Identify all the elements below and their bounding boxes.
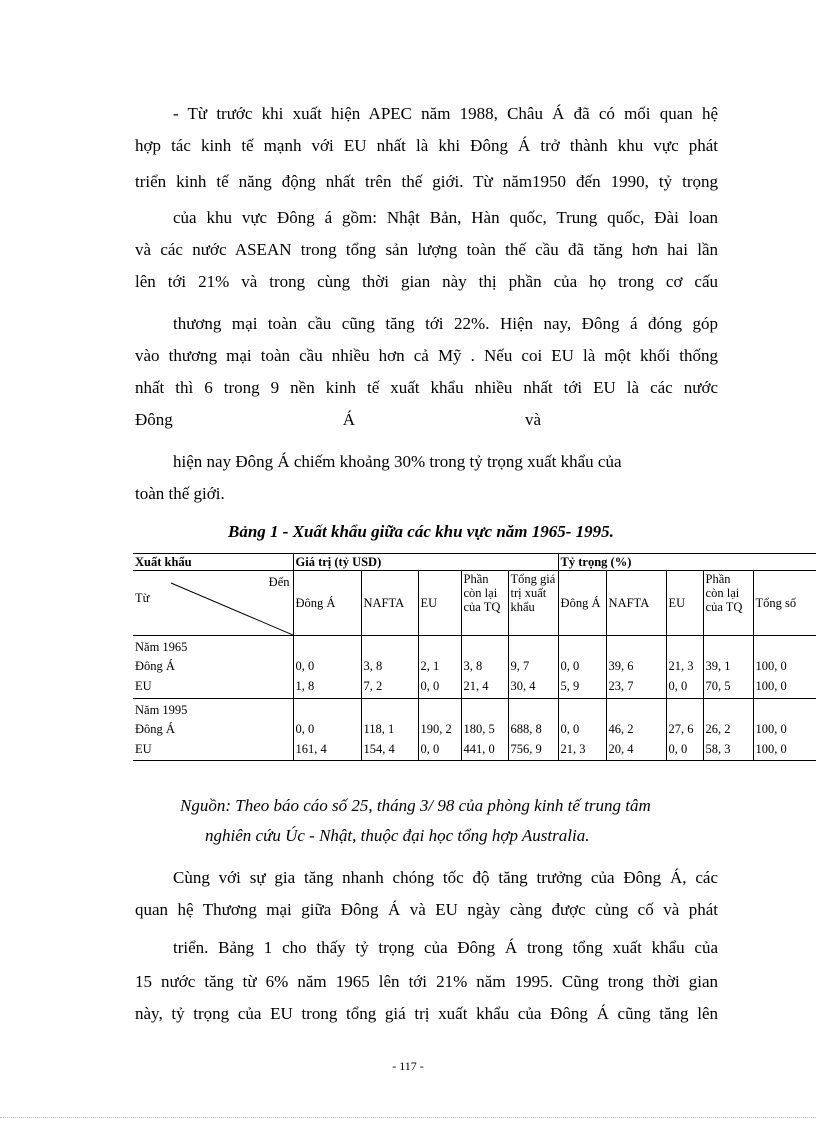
paragraph2-line-4: 15 nước tăng từ 6% năm 1965 lên tới 21% năm 1995. Cũng trong thời gian [135,972,718,991]
col-east-asia: Đông Á [293,571,361,636]
table-cell: 21, 3 [666,658,703,678]
table-cell: 0, 0 [293,721,361,741]
table-cell: 9, 7 [508,658,558,678]
col-nafta-share: NAFTA [606,571,666,636]
paragraph2-line-5: này, tỷ trọng của EU trong tổng giá trị xuất khẩu của Đông Á cũng tăng lên [135,1004,718,1023]
paragraph1-line-7: thương mại toàn cầu cũng tăng tới 22%. Hiện nay, Đông á đóng góp [173,314,718,333]
col-rest-share: Phần còn lại của TQ [703,571,753,636]
export-table [133,553,816,761]
table-cell: 7, 2 [361,678,418,698]
table-cell: 0, 0 [558,721,606,741]
col-eu-share: EU [666,571,703,636]
table-row [133,678,816,698]
table-row [133,741,816,761]
table-cell: 0, 0 [293,658,361,678]
table-cell: 58, 3 [703,741,753,761]
table-cell: 0, 0 [418,678,461,698]
row-label: EU [133,741,293,761]
table-cell: 0, 0 [666,741,703,761]
table-cell: 100, 0 [753,658,816,678]
paragraph1-line-1: - Từ trước khi xuất hiện APEC năm 1988, Châu Á đã có mối quan hệ [173,104,718,123]
row-label: EU [133,678,293,698]
row-label: Đông Á [135,721,175,736]
table-cell: 23, 7 [606,678,666,698]
paragraph1-line-11: hiện nay Đông Á chiếm khoảng 30% trong tỷ trọng xuất khẩu của [173,452,622,471]
table-cell: 26, 2 [703,721,753,741]
table-cell: 441, 0 [461,741,508,761]
table-header-row-1 [133,554,816,571]
table-row [133,721,816,741]
from-label: Từ [135,591,150,605]
table-cell: 39, 1 [703,658,753,678]
table-source-line-1: Nguồn: Theo báo cáo số 25, tháng 3/ 98 của phòng kinh tế trung tâm [180,796,651,815]
to-label: Đến [268,575,290,589]
row-label: Đông Á [135,659,175,673]
paragraph1-line-10 [135,410,718,430]
table-cell: 70, 5 [703,678,753,698]
col-rest: Phần còn lại của TQ [461,571,508,636]
paragraph1-line-8: vào thương mại toàn cầu nhiều hơn cả Mỹ . Nếu coi EU là một khối thống [135,346,718,365]
paragraph1-line-9: nhất thì 6 trong 9 nền kinh tế xuất khẩu nhiều nhất tới EU là các nước [135,378,718,397]
table-cell: 756, 9 [508,741,558,761]
table-cell: 3, 8 [461,658,508,678]
table-cell: 5, 9 [558,678,606,698]
table-cell: 1, 8 [293,678,361,698]
table-cell: 21, 3 [558,741,606,761]
paragraph1-line-12: toàn thế giới. [135,484,225,503]
table-cell: 688, 8 [508,721,558,741]
table-cell: 46, 2 [606,721,666,741]
page-number: - 117 - [392,1059,424,1073]
table-cell: 161, 4 [293,741,361,761]
table-cell: 27, 6 [666,721,703,741]
year-1965-label: Năm 1965 [135,640,188,654]
table-cell: 2, 1 [418,658,461,678]
table-cell: 0, 0 [558,658,606,678]
table-cell: 100, 0 [753,741,816,761]
year-1995-row [133,698,816,721]
table-cell: 30, 4 [508,678,558,698]
table-cell: 180, 5 [461,721,508,741]
col-eu: EU [418,571,461,636]
col-total-share: Tổng số [753,571,816,636]
table-cell: 100, 0 [753,721,816,741]
paragraph1-line-5: và các nước ASEAN trong tổng sản lượng toàn thế cầu đã tăng hơn hai lần [135,240,718,259]
paragraph1-line-2: hợp tác kinh tế mạnh với EU nhất là khi Đông Á trở thành khu vực phát [135,136,718,155]
col-total-value: Tổng giá trị xuất khẩu [508,571,558,636]
table-cell: 21, 4 [461,678,508,698]
table-cell: 118, 1 [361,721,418,741]
table-cell: 20, 4 [606,741,666,761]
table-cell: 190, 2 [418,721,461,741]
paragraph1-line-4: của khu vực Đông á gồm: Nhật Bản, Hàn quốc, Trung quốc, Đài loan [173,208,718,227]
table-cell: 3, 8 [361,658,418,678]
value-group-header: Giá trị (tỷ USD) [293,554,558,571]
diagonal-header-cell [133,571,293,636]
table-source-line-2: nghiên cứu Úc - Nhật, thuộc đại học tổng hợp Australia. [205,826,590,845]
table-caption: Bảng 1 - Xuất khẩu giữa các khu vực năm 1965- 1995. [228,522,614,541]
table-cell: 0, 0 [418,741,461,761]
paragraph1-line-6: lên tới 21% và trong cùng thời gian này thị phần của họ trong cơ cấu [135,272,718,291]
col-east-asia-share: Đông Á [558,571,606,636]
paragraph1-line-10-text: Đông Á và [135,410,542,429]
table-cell: 100, 0 [753,678,816,698]
table-cell: 39, 6 [606,658,666,678]
paragraph2-line-3: triển. Bảng 1 cho thấy tỷ trọng của Đông Á trong tổng xuất khẩu của [173,938,718,957]
table-row [133,658,816,678]
year-1965-row [133,636,816,659]
table-header-row-2 [133,571,816,636]
share-group-header: Tỷ trọng (%) [558,554,816,571]
page-bottom-divider [0,1117,816,1118]
paragraph1-line-3: triển kinh tế năng động nhất trên thế giới. Từ năm1950 đến 1990, tỷ trọng [135,172,718,191]
year-1995-label: Năm 1995 [135,702,188,717]
paragraph2-line-2: quan hệ Thương mại giữa Đông Á và EU ngày càng được củng cố và phát [135,900,718,919]
table-cell: 0, 0 [666,678,703,698]
export-header: Xuất khẩu [133,554,293,571]
paragraph2-line-1: Cùng với sự gia tăng nhanh chóng tốc độ tăng trưởng của Đông Á, các [173,868,718,887]
col-nafta: NAFTA [361,571,418,636]
table-cell: 154, 4 [361,741,418,761]
